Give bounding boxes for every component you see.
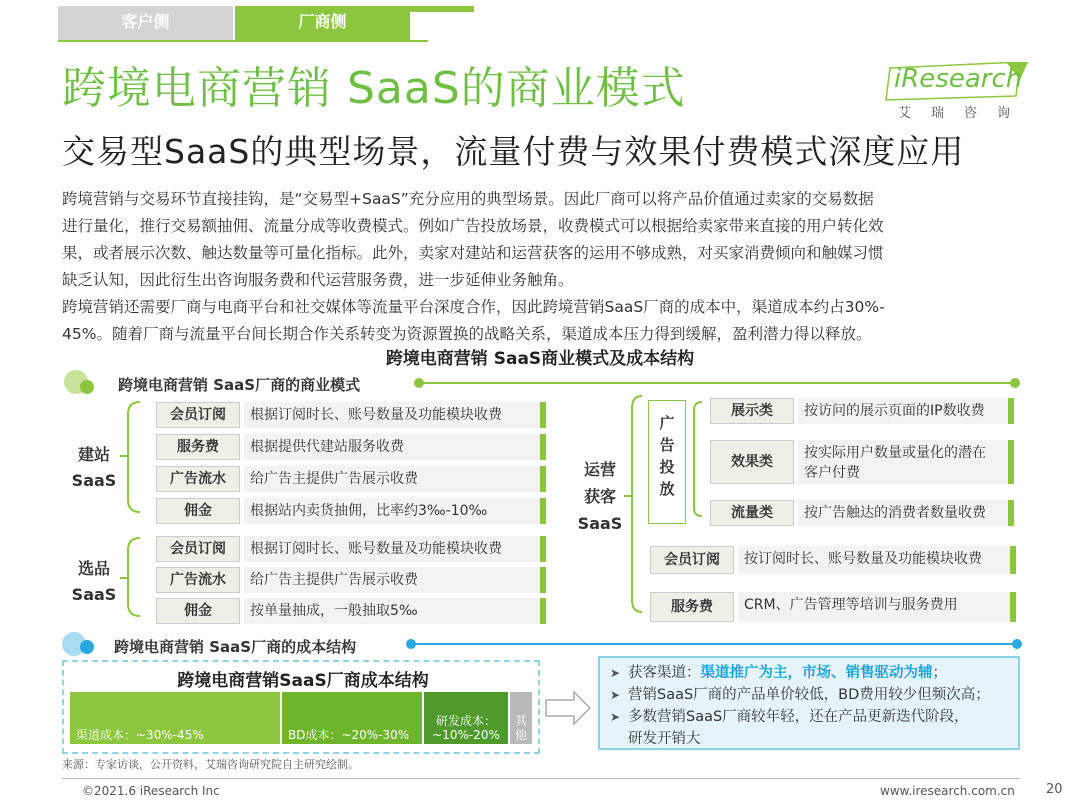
row-category-label: 服务费 [650, 592, 734, 622]
row-category-label: 佣金 [156, 598, 240, 624]
logo-subtitle: 艾瑞咨询 [898, 106, 1031, 121]
cost-segment [282, 692, 422, 744]
cost-segment [424, 692, 508, 744]
row-description: CRM、广告管理等培训与服务费用 [738, 592, 1010, 622]
cost-segment [70, 692, 280, 744]
row-category-label: 佣金 [156, 498, 240, 524]
tab-vendor-side[interactable]: 厂商侧 [235, 6, 410, 40]
row-description: 按访问的展示页面的IP数收费 [798, 398, 1008, 424]
ad-placement-label: 广 告 投 放 [659, 414, 675, 498]
logo-name: iResearch [894, 64, 1023, 94]
row-category-label: 广告流水 [156, 567, 240, 593]
cost-structure-box [62, 660, 540, 754]
cost-line-end-dot-icon [1012, 639, 1022, 649]
cost-structure-title: 跨境电商营销SaaS厂商成本结构 [177, 671, 429, 691]
copyright-text: ©2021.6 iResearch Inc [82, 784, 220, 798]
row-description: 按订阅时长、账号数量及功能模块收费 [738, 546, 1010, 574]
paragraph-line: 45%。随着厂商与流量平台间长期合作关系转变为资源置换的战略关系，渠道成本压力得到缓解，盈利潜力得以释放。 [62, 325, 872, 343]
insight-item [610, 706, 1008, 750]
arrow-right-icon [544, 690, 594, 726]
row-description: 按单量抽成，一般抽取5‰ [244, 598, 540, 624]
row-category-label: 服务费 [156, 434, 240, 460]
insight-text [628, 684, 990, 706]
page-title: 跨境电商营销 SaaS的商业模式 [62, 63, 686, 114]
row-category-label: 会员订阅 [156, 536, 240, 562]
row-category-label: 广告流水 [156, 466, 240, 492]
insight-suffix: ； [932, 665, 947, 681]
row-category-label: 会员订阅 [650, 546, 734, 574]
insight-item [610, 684, 1008, 706]
row-description: 根据订阅时长、账号数量及功能模块收费 [244, 402, 540, 428]
tab-client-side[interactable]: 客户侧 [58, 6, 233, 40]
insight-highlight: 渠道推广为主，市场、销售驱动为辅 [700, 665, 933, 681]
paragraph-line: 跨境营销与交易环节直接挂钩，是“交易型+SaaS”充分应用的典型场景。因此厂商可以将产品价值通过卖家的交易数据 [62, 190, 874, 208]
row-description: 按广告触达的消费者数量收费 [798, 500, 1008, 526]
bullet-arrow-icon: ➤ [610, 666, 621, 680]
page-subtitle: 交易型SaaS的典型场景，流量付费与效果付费模式深度应用 [62, 132, 965, 171]
yunying-saas-label: 运营 获客 SaaS [577, 460, 623, 533]
bullet-arrow-icon: ➤ [610, 688, 621, 702]
row-category-label: 流量类 [710, 500, 794, 526]
website-link[interactable]: www.iresearch.com.cn [880, 784, 1015, 798]
row-description: 给广告主提供广告展示收费 [244, 466, 540, 492]
insight-text [628, 706, 969, 750]
business-model-heading: 跨境电商营销 SaaS厂商的商业模式 [118, 376, 361, 394]
row-category-label: 展示类 [710, 398, 794, 424]
cost-segment [510, 692, 532, 744]
cost-structure-heading: 跨境电商营销 SaaS厂商的成本结构 [114, 638, 357, 656]
page-number: 20 [1046, 782, 1063, 797]
bullet-arrow-icon: ➤ [610, 710, 621, 724]
cost-segment-label: 渠道成本：~30%-45% [76, 728, 204, 742]
cost-insights-box [598, 656, 1020, 750]
cost-stacked-bar [70, 692, 532, 744]
insight-text [628, 662, 947, 684]
cost-bullet-dot-icon [80, 640, 94, 654]
paragraph-line: 跨境营销还需要厂商与电商平台和社交媒体等流量平台深度合作，因此跨境营销SaaS厂商的成本中，渠道成本约占30%- [62, 298, 885, 316]
paragraph-line: 进行量化，推行交易额抽佣、流量分成等收费模式。例如广告投放场景，收费模式可以根据给卖家带来直接的用户转化效 [62, 217, 884, 235]
row-description: 给广告主提供广告展示收费 [244, 567, 540, 593]
diagram-title: 跨境电商营销 SaaS商业模式及成本结构 [385, 349, 695, 369]
insight-prefix: 营销SaaS厂商的产品单价较低，BD费用较少但频次高； [628, 687, 990, 703]
paragraph-line: 缺乏认知，因此衍生出咨询服务费和代运营服务费，进一步延伸业务触角。 [62, 271, 574, 289]
row-description: 根据订阅时长、账号数量及功能模块收费 [244, 536, 540, 562]
row-description: 根据站内卖货抽佣，比率约3‰-10‰ [244, 498, 540, 524]
row-description: 根据提供代建站服务收费 [244, 434, 540, 460]
insight-item [610, 662, 1008, 684]
row-description: 按实际用户数量或量化的潜在 客户付费 [798, 440, 1008, 484]
row-category-label: 会员订阅 [156, 402, 240, 428]
xuanpin-saas-label: 选品 SaaS [71, 559, 117, 604]
cost-heading-line [410, 643, 1016, 645]
paragraph-line: 果，或者展示次数、触达数量等可量化指标。此外，卖家对建站和运营获客的运用不够成熟，对买家消费倾向和触媒习惯 [62, 244, 884, 262]
jianzhan-saas-label: 建站 SaaS [71, 445, 117, 490]
cost-line-start-dot-icon [406, 639, 416, 649]
footer-divider [62, 778, 1020, 779]
cost-segment-label: BD成本：~20%-30% [288, 728, 410, 742]
source-note: 来源：专家访谈，公开资料，艾瑞咨询研究院自主研究绘制。 [62, 758, 359, 771]
insight-prefix: 获客渠道： [628, 665, 701, 681]
row-category-label: 效果类 [710, 440, 794, 484]
cost-segment-label: 研发成本： ~10%-20% [432, 714, 500, 742]
cost-segment-label: 其 他 [514, 714, 527, 742]
insight-prefix: 多数营销SaaS厂商较年轻，还在产品更新迭代阶段， 研发开销大 [628, 709, 969, 747]
